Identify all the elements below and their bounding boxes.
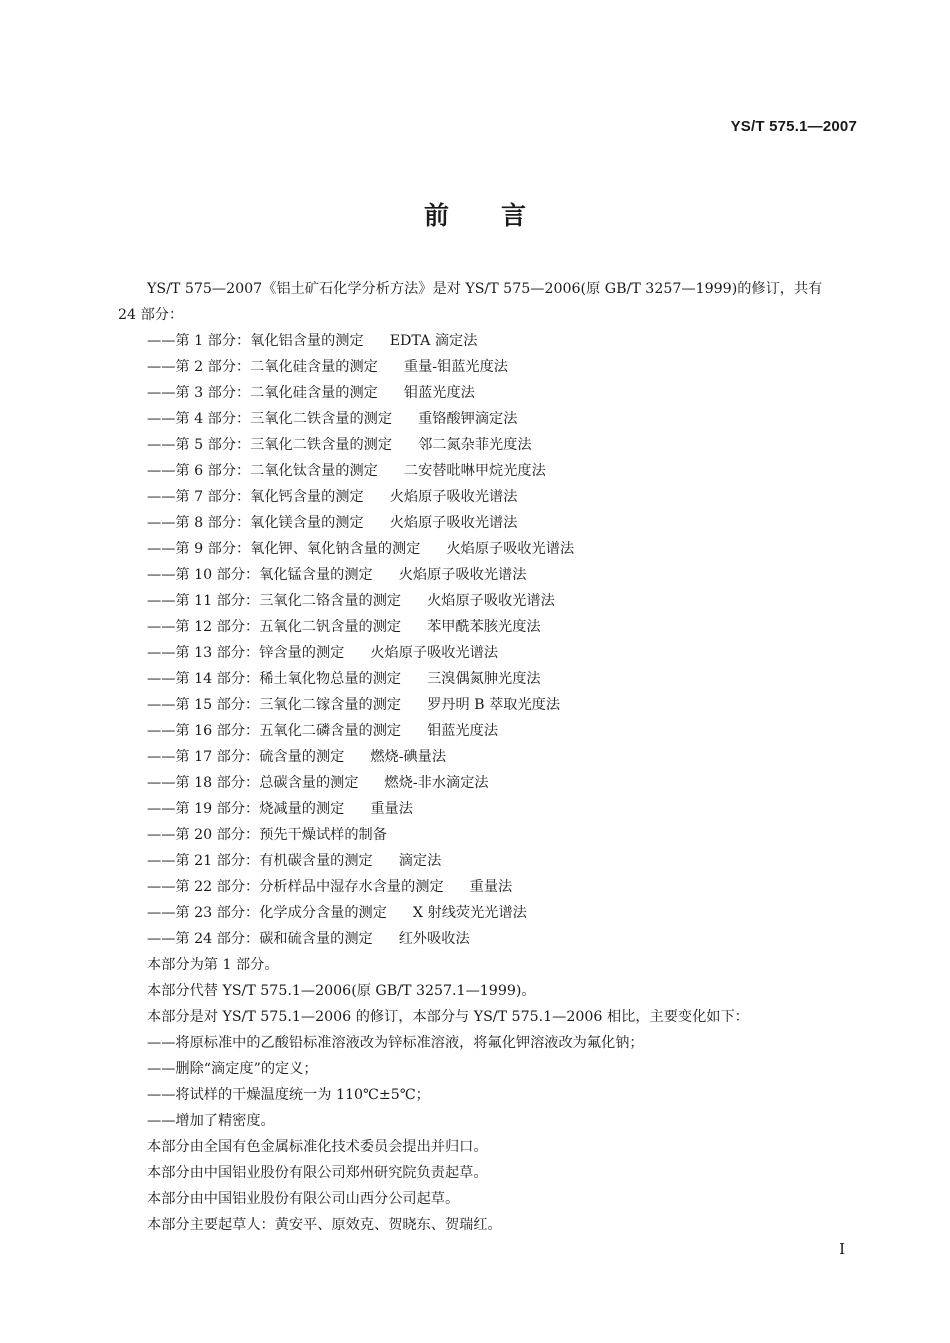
- part-method: 罗丹明 B 萃取光度法: [427, 697, 561, 713]
- part-label: ——第 12 部分：五氧化二钒含量的测定: [147, 619, 402, 635]
- standard-code: YS/T 575.1—2007: [730, 118, 857, 135]
- part-label: ——第 16 部分：五氧化二磷含量的测定: [147, 723, 402, 739]
- part-method: 燃烧-碘量法: [370, 749, 447, 765]
- part-method: 火焰原子吸收光谱法: [427, 593, 555, 609]
- intro-paragraph: YS/T 575—2007《铝土矿石化学分析方法》是对 YS/T 575—2006(原 GB/T 3257—1999)的修订，共有 24 部分：: [118, 281, 823, 323]
- list-item: [118, 874, 838, 900]
- parts-list: [118, 328, 838, 952]
- part-method: 钼蓝光度法: [427, 723, 499, 739]
- part-label: ——第 2 部分：二氧化硅含量的测定: [147, 359, 378, 375]
- part-label: ——第 4 部分：三氧化二铁含量的测定: [147, 411, 393, 427]
- list-item: [118, 614, 838, 640]
- page-number: I: [839, 1240, 845, 1258]
- part-label: ——第 15 部分：三氧化二镓含量的测定: [147, 697, 402, 713]
- change-item: ——增加了精密度。: [147, 1113, 275, 1129]
- part-method: 火焰原子吸收光谱法: [389, 515, 518, 531]
- list-item: [118, 770, 838, 796]
- list-item: [118, 640, 838, 666]
- part-method: 火焰原子吸收光谱法: [446, 541, 575, 557]
- part-method: 重量-钼蓝光度法: [403, 359, 508, 375]
- part-label: ——第 14 部分：稀土氧化物总量的测定: [147, 671, 402, 687]
- list-item: [118, 926, 838, 952]
- part-method: 火焰原子吸收光谱法: [398, 567, 527, 583]
- list-item: [118, 848, 838, 874]
- part-label: ——第 20 部分：预先干燥试样的制备: [147, 827, 387, 843]
- part-method: 重量法: [370, 801, 413, 817]
- part-label: ——第 10 部分：氧化锰含量的测定: [147, 567, 373, 583]
- part-label: ——第 6 部分：二氧化钛含量的测定: [147, 463, 378, 479]
- page-title: 前言: [423, 201, 578, 230]
- part-label: ——第 9 部分：氧化钾、氧化钠含量的测定: [147, 541, 421, 557]
- part-method: 重量法: [469, 879, 513, 895]
- list-item: [118, 406, 838, 432]
- part-label: ——第 23 部分：化学成分含量的测定: [147, 905, 387, 921]
- list-item: [118, 432, 838, 458]
- proposed-by-paragraph: 本部分由全国有色金属标准化技术委员会提出并归口。: [147, 1139, 488, 1155]
- part-method: 红外吸收法: [398, 931, 470, 947]
- part-method: X 射线荧光光谱法: [412, 905, 527, 921]
- this-part-paragraph: 本部分为第 1 部分。: [147, 957, 279, 973]
- part-label: ——第 24 部分：碳和硫含量的测定: [147, 931, 373, 947]
- part-method: 邻二氮杂菲光度法: [418, 437, 532, 453]
- part-label: ——第 18 部分：总碳含量的测定: [147, 775, 359, 791]
- part-label: ——第 19 部分：烧减量的测定: [147, 801, 345, 817]
- part-label: ——第 3 部分：二氧化硅含量的测定: [147, 385, 378, 401]
- list-item: [118, 718, 838, 744]
- part-label: ——第 5 部分：三氧化二铁含量的测定: [147, 437, 393, 453]
- part-label: ——第 8 部分：氧化镁含量的测定: [147, 515, 364, 531]
- list-item: [118, 328, 838, 354]
- part-method: 重铬酸钾滴定法: [418, 411, 518, 427]
- change-item: ——删除“滴定度”的定义；: [147, 1061, 318, 1077]
- list-item: [118, 822, 838, 848]
- responsible-paragraph: 本部分由中国铝业股份有限公司郑州研究院负责起草。: [147, 1165, 488, 1181]
- list-item: [118, 692, 838, 718]
- part-method: 三溴偶氮胂光度法: [427, 671, 541, 687]
- part-label: ——第 13 部分：锌含量的测定: [147, 645, 345, 661]
- part-label: ——第 21 部分：有机碳含量的测定: [147, 853, 373, 869]
- part-label: ——第 1 部分：氧化铝含量的测定: [147, 333, 364, 349]
- list-item: [118, 562, 838, 588]
- part-method: 滴定法: [398, 853, 442, 869]
- part-label: ——第 11 部分：三氧化二铬含量的测定: [147, 593, 402, 609]
- list-item: [118, 536, 838, 562]
- part-label: ——第 17 部分：硫含量的测定: [147, 749, 345, 765]
- part-method: 火焰原子吸收光谱法: [389, 489, 518, 505]
- list-item: [118, 484, 838, 510]
- drafted-by-paragraph: 本部分由中国铝业股份有限公司山西分公司起草。: [147, 1191, 460, 1207]
- list-item: [118, 900, 838, 926]
- list-item: [118, 744, 838, 770]
- part-method: 钼蓝光度法: [403, 385, 475, 401]
- part-method: 火焰原子吸收光谱法: [370, 645, 499, 661]
- list-item: [118, 666, 838, 692]
- revision-intro-paragraph: 本部分是对 YS/T 575.1—2006 的修订，本部分与 YS/T 575.1—2006 相比，主要变化如下：: [147, 1009, 749, 1025]
- list-item: [118, 354, 838, 380]
- part-method: 二安替吡啉甲烷光度法: [403, 463, 546, 479]
- list-item: [118, 510, 838, 536]
- change-item: ——将原标准中的乙酸铅标准溶液改为锌标准溶液，将氟化钾溶液改为氟化钠；: [147, 1035, 644, 1051]
- part-method: EDTA 滴定法: [389, 333, 478, 349]
- part-method: 燃烧-非水滴定法: [384, 775, 489, 791]
- list-item: [118, 380, 838, 406]
- list-item: [118, 796, 838, 822]
- list-item: [118, 588, 838, 614]
- part-label: ——第 22 部分：分析样品中湿存水含量的测定: [147, 879, 444, 895]
- change-item: ——将试样的干燥温度统一为 110℃±5℃；: [147, 1087, 430, 1103]
- list-item: [118, 458, 838, 484]
- drafters-paragraph: 本部分主要起草人：黄安平、原效克、贺晓东、贺瑞红。: [147, 1217, 502, 1233]
- foreword-body: [118, 276, 838, 1238]
- part-method: 苯甲酰苯胲光度法: [427, 619, 541, 635]
- part-label: ——第 7 部分：氧化钙含量的测定: [147, 489, 364, 505]
- replaces-paragraph: 本部分代替 YS/T 575.1—2006(原 GB/T 3257.1—1999)。: [147, 983, 536, 999]
